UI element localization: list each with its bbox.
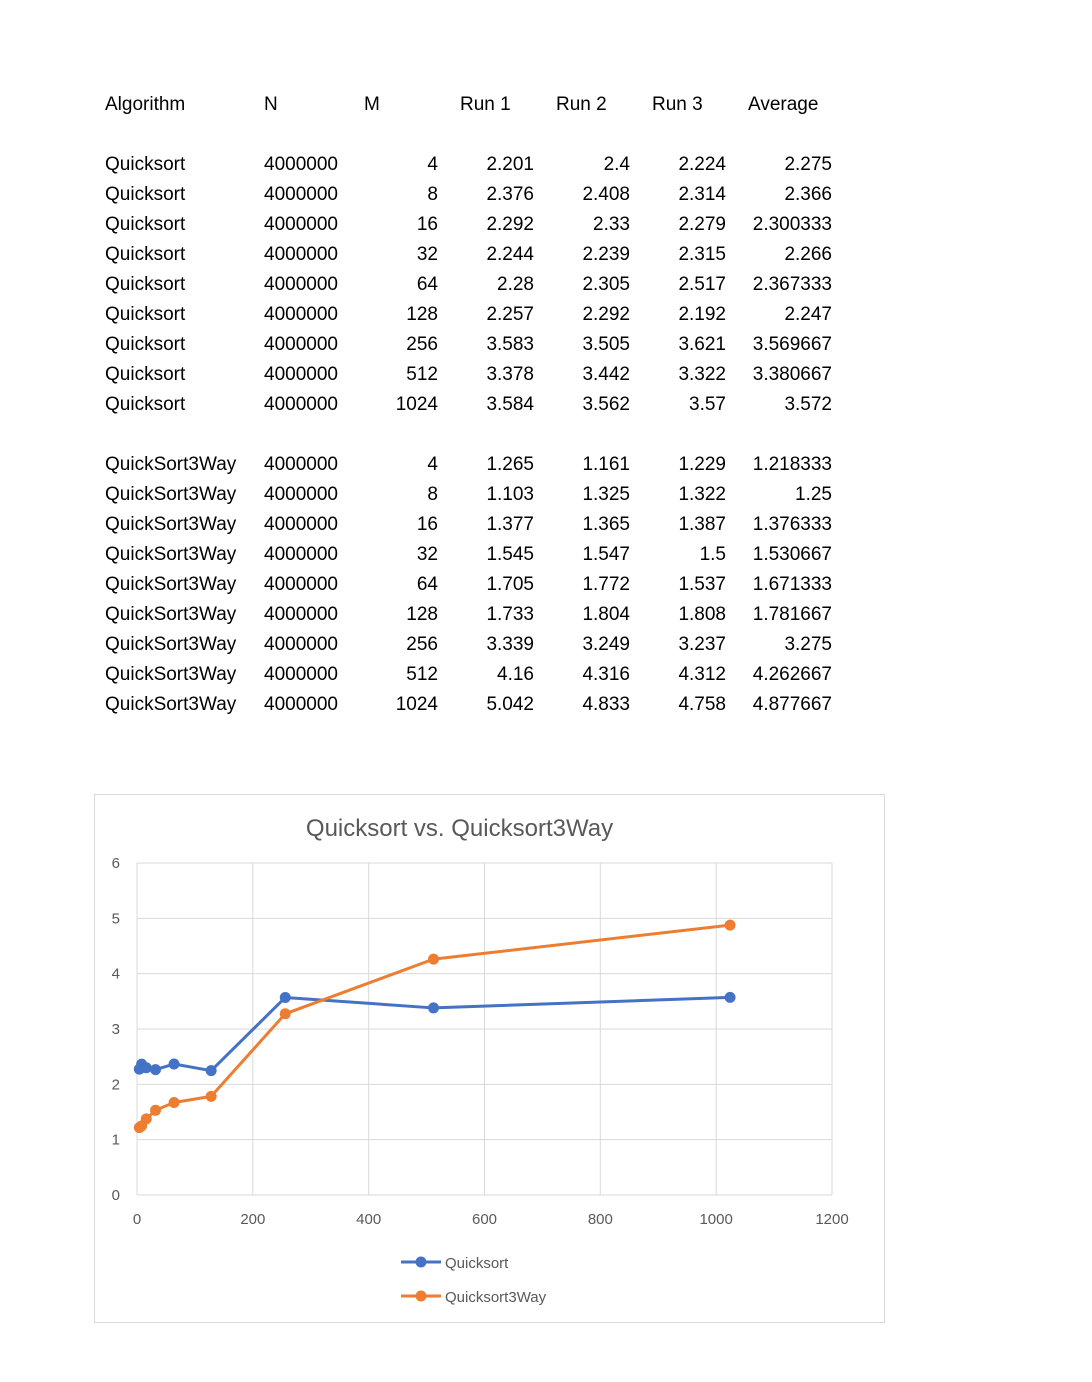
cell-run-1: 1.377 [486, 514, 534, 535]
cell-m: 16 [416, 214, 438, 235]
cell-run-2: 1.772 [582, 574, 630, 595]
cell-n: 4000000 [264, 514, 338, 535]
cell-run-3: 1.5 [699, 544, 726, 565]
data-point [725, 992, 736, 1003]
cell-algorithm: QuickSort3Way [105, 664, 237, 685]
cell-run-3: 1.537 [678, 574, 726, 595]
cell-run-1: 2.244 [486, 244, 534, 265]
legend-label: Quicksort [445, 1255, 509, 1272]
cell-run-3: 1.808 [678, 604, 726, 625]
cell-run-1: 4.16 [497, 664, 534, 685]
cell-algorithm: Quicksort [105, 244, 186, 265]
cell-m: 64 [416, 574, 438, 595]
x-tick-label: 200 [240, 1211, 266, 1228]
cell-average: 3.572 [784, 394, 832, 415]
cell-run-2: 2.292 [582, 304, 630, 325]
cell-run-1: 3.378 [486, 364, 534, 385]
y-tick-label: 2 [111, 1076, 120, 1094]
cell-n: 4000000 [264, 634, 338, 655]
data-point [280, 992, 291, 1003]
cell-average: 2.266 [784, 244, 832, 265]
data-point [169, 1097, 180, 1108]
cell-n: 4000000 [264, 154, 338, 175]
line-chart [95, 795, 884, 1322]
cell-average: 2.275 [784, 154, 832, 175]
cell-run-2: 3.249 [582, 634, 630, 655]
x-tick-label: 1000 [699, 1211, 733, 1228]
data-point [141, 1113, 152, 1124]
cell-n: 4000000 [264, 364, 338, 385]
cell-n: 4000000 [264, 544, 338, 565]
cell-run-1: 5.042 [486, 694, 534, 715]
data-point [150, 1105, 161, 1116]
cell-run-3: 4.758 [678, 694, 726, 715]
cell-m: 1024 [395, 694, 438, 715]
cell-run-1: 2.28 [497, 274, 534, 295]
x-tick-label: 400 [356, 1211, 382, 1228]
header-run-1: Run 1 [460, 94, 511, 115]
cell-run-1: 1.545 [486, 544, 534, 565]
cell-average: 1.25 [795, 484, 832, 505]
cell-run-3: 2.279 [678, 214, 726, 235]
cell-run-1: 1.733 [486, 604, 534, 625]
cell-m: 256 [406, 634, 438, 655]
y-tick-label: 5 [111, 910, 120, 928]
cell-m: 4 [427, 154, 438, 175]
data-point [280, 1008, 291, 1019]
legend-label: Quicksort3Way [445, 1289, 547, 1306]
cell-run-2: 3.505 [582, 334, 630, 355]
cell-run-1: 3.584 [486, 394, 534, 415]
cell-n: 4000000 [264, 184, 338, 205]
cell-run-3: 4.312 [678, 664, 726, 685]
cell-average: 3.275 [784, 634, 832, 655]
y-tick-label: 0 [111, 1187, 120, 1204]
cell-n: 4000000 [264, 694, 338, 715]
cell-run-3: 1.387 [678, 514, 726, 535]
cell-m: 8 [427, 484, 438, 505]
data-point [725, 920, 736, 931]
data-point [206, 1065, 217, 1076]
x-tick-label: 1200 [815, 1211, 849, 1228]
cell-n: 4000000 [264, 334, 338, 355]
cell-n: 4000000 [264, 394, 338, 415]
header-algorithm: Algorithm [105, 94, 186, 115]
cell-n: 4000000 [264, 214, 338, 235]
cell-average: 2.366 [784, 184, 832, 205]
cell-average: 1.218333 [752, 454, 832, 475]
data-point [428, 1002, 439, 1013]
cell-algorithm: QuickSort3Way [105, 544, 237, 565]
cell-run-3: 2.517 [678, 274, 726, 295]
x-tick-label: 0 [132, 1211, 142, 1228]
data-point [150, 1064, 161, 1075]
cell-m: 8 [427, 184, 438, 205]
cell-run-3: 3.621 [678, 334, 726, 355]
y-tick-label: 1 [111, 1131, 120, 1149]
cell-run-3: 1.322 [678, 484, 726, 505]
cell-run-2: 1.804 [582, 604, 630, 625]
x-tick-label: 600 [471, 1211, 498, 1228]
legend-marker [416, 1257, 427, 1268]
cell-run-1: 1.265 [486, 454, 534, 475]
cell-average: 3.380667 [752, 364, 832, 385]
cell-run-1: 2.201 [486, 154, 534, 175]
cell-m: 128 [406, 604, 438, 625]
cell-m: 16 [416, 514, 438, 535]
cell-algorithm: Quicksort [105, 184, 186, 205]
cell-average: 4.877667 [752, 694, 832, 715]
header-m: M [364, 94, 380, 115]
cell-run-3: 3.237 [678, 634, 726, 655]
cell-run-2: 1.161 [582, 454, 630, 475]
cell-algorithm: Quicksort [105, 334, 186, 355]
cell-n: 4000000 [264, 274, 338, 295]
data-point [141, 1062, 152, 1073]
cell-average: 2.247 [784, 304, 832, 325]
cell-n: 4000000 [264, 454, 338, 475]
cell-m: 4 [427, 454, 438, 475]
cell-run-2: 2.4 [603, 154, 630, 175]
cell-n: 4000000 [264, 484, 338, 505]
cell-average: 2.300333 [752, 214, 832, 235]
cell-run-1: 1.103 [486, 484, 534, 505]
cell-run-1: 2.257 [486, 304, 534, 325]
cell-run-3: 2.224 [678, 154, 726, 175]
cell-n: 4000000 [264, 604, 338, 625]
cell-run-2: 1.325 [582, 484, 630, 505]
cell-run-1: 3.583 [486, 334, 534, 355]
cell-algorithm: Quicksort [105, 214, 186, 235]
cell-algorithm: Quicksort [105, 304, 186, 325]
cell-m: 512 [406, 364, 438, 385]
chart-title: Quicksort vs. Quicksort3Way [305, 815, 614, 842]
cell-run-1: 3.339 [486, 634, 534, 655]
cell-run-2: 2.239 [582, 244, 630, 265]
cell-algorithm: QuickSort3Way [105, 694, 237, 715]
cell-run-2: 1.365 [582, 514, 630, 535]
cell-algorithm: Quicksort [105, 274, 186, 295]
cell-algorithm: Quicksort [105, 364, 186, 385]
header-n: N [264, 94, 278, 115]
cell-n: 4000000 [264, 664, 338, 685]
cell-run-3: 3.57 [689, 394, 726, 415]
cell-run-1: 2.376 [486, 184, 534, 205]
cell-m: 512 [406, 664, 438, 685]
cell-run-2: 2.305 [582, 274, 630, 295]
data-point [169, 1059, 180, 1070]
header-run-3: Run 3 [652, 94, 703, 115]
header-average: Average [748, 94, 819, 115]
cell-average: 4.262667 [752, 664, 832, 685]
cell-run-2: 2.33 [593, 214, 630, 235]
cell-n: 4000000 [264, 244, 338, 265]
cell-average: 1.671333 [752, 574, 832, 595]
x-tick-label: 800 [587, 1211, 613, 1228]
cell-run-2: 1.547 [582, 544, 630, 565]
data-point [206, 1091, 217, 1102]
cell-m: 128 [406, 304, 438, 325]
cell-run-3: 2.314 [678, 184, 726, 205]
cell-run-3: 2.192 [678, 304, 726, 325]
cell-run-3: 2.315 [678, 244, 726, 265]
y-tick-label: 6 [111, 855, 120, 872]
cell-average: 3.569667 [752, 334, 832, 355]
cell-run-2: 3.562 [582, 394, 630, 415]
cell-algorithm: Quicksort [105, 394, 186, 415]
cell-run-3: 1.229 [678, 454, 726, 475]
cell-algorithm: QuickSort3Way [105, 514, 237, 535]
cell-run-2: 2.408 [582, 184, 630, 205]
cell-run-2: 3.442 [582, 364, 630, 385]
y-tick-label: 3 [111, 1021, 120, 1038]
cell-run-2: 4.833 [582, 694, 630, 715]
header-run-2: Run 2 [556, 94, 607, 115]
cell-m: 64 [416, 274, 438, 295]
cell-run-1: 1.705 [486, 574, 534, 595]
cell-run-3: 3.322 [678, 364, 726, 385]
chart-area [94, 794, 885, 1323]
cell-average: 1.376333 [752, 514, 832, 535]
cell-average: 1.781667 [752, 604, 832, 625]
cell-run-2: 4.316 [582, 664, 630, 685]
legend-marker [416, 1291, 427, 1302]
cell-run-1: 2.292 [486, 214, 534, 235]
cell-n: 4000000 [264, 304, 338, 325]
cell-algorithm: QuickSort3Way [105, 484, 237, 505]
cell-average: 2.367333 [752, 274, 832, 295]
cell-m: 32 [416, 544, 438, 565]
cell-m: 32 [416, 244, 438, 265]
cell-algorithm: Quicksort [105, 154, 186, 175]
y-tick-label: 4 [111, 965, 120, 983]
cell-algorithm: QuickSort3Way [105, 454, 237, 475]
cell-algorithm: QuickSort3Way [105, 604, 237, 625]
cell-m: 1024 [395, 394, 438, 415]
cell-average: 1.530667 [752, 544, 832, 565]
data-point [428, 954, 439, 965]
cell-n: 4000000 [264, 574, 338, 595]
cell-algorithm: QuickSort3Way [105, 634, 237, 655]
cell-m: 256 [406, 334, 438, 355]
cell-algorithm: QuickSort3Way [105, 574, 237, 595]
